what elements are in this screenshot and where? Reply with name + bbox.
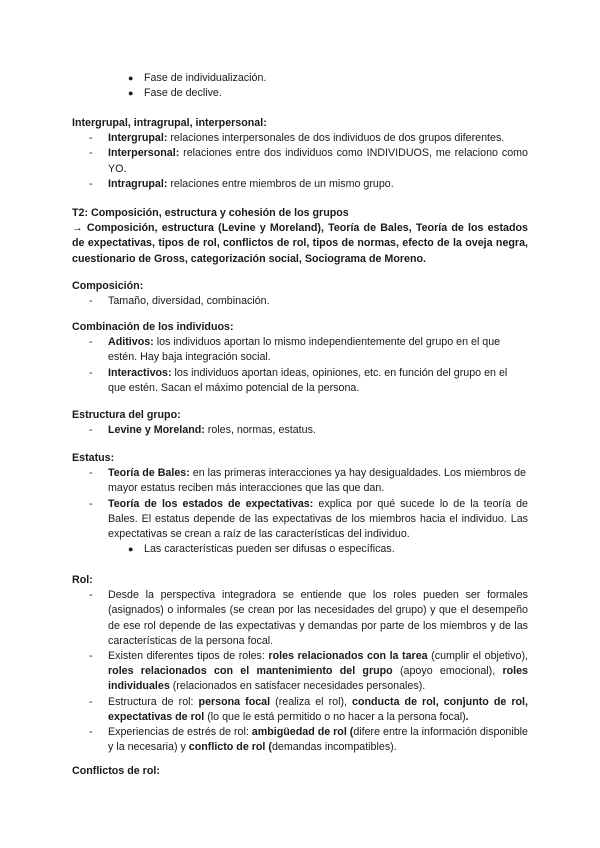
- dash-marker: -: [89, 695, 93, 708]
- dash-marker: -: [89, 424, 93, 437]
- dash-marker: -: [89, 497, 93, 510]
- dash-marker: -: [89, 132, 93, 145]
- dash-marker: -: [89, 726, 93, 739]
- section-rol: [72, 573, 528, 755]
- list-item: - Teoría de Bales: en las primeras interacciones ya hay desigualdades. Los miembros de mayor estatus reciben más interacciones que las que dan.: [89, 467, 527, 495]
- dash-marker: -: [89, 650, 93, 663]
- section-combinacion: [72, 320, 528, 396]
- dash-marker: -: [89, 295, 93, 308]
- section-heading: Estructura del grupo:: [72, 409, 181, 421]
- topic-title: T2: Composición, estructura y cohesión de los grupos: [72, 207, 349, 219]
- section-t2: [72, 206, 528, 267]
- list-item: ● Fase de declive.: [72, 86, 528, 101]
- list-item: ● Las características pueden ser difusas o específicas.: [72, 542, 528, 557]
- list-item: - Tamaño, diversidad, combinación.: [72, 294, 528, 309]
- bullet-dot-icon: ●: [128, 73, 134, 83]
- section-heading: Combinación de los individuos:: [72, 321, 234, 333]
- section-heading: Rol:: [72, 574, 93, 586]
- section-heading: Conflictos de rol:: [72, 765, 160, 777]
- list-item: ● Fase de individualización.: [72, 71, 528, 86]
- bullet-dot-icon: ●: [128, 88, 134, 99]
- section-heading: Estatus:: [72, 452, 115, 464]
- list-item: - Intergrupal: relaciones interpersonales de dos individuos de dos grupos diferentes.: [72, 131, 528, 146]
- section-estructura: [72, 408, 528, 438]
- dash-marker: -: [89, 589, 93, 602]
- list-item: - Estructura de rol: persona focal (realiza el rol), conducta de rol, conjunto de rol, expectativas de rol (lo que le está permitido o no hacer a la persona focal).: [89, 695, 528, 723]
- list-item: - Experiencias de estrés de rol: ambigüedad de rol (difere entre la información disponible y la necesaria) y conflicto de rol (demandas incompatibles).: [89, 726, 528, 754]
- section-composicion: [72, 279, 528, 309]
- list-item: - Interactivos: los individuos aportan ideas, opiniones, etc. en función del grupo en el que estén. Sacan el máximo potencial de la persona.: [89, 366, 508, 394]
- list-item: - Existen diferentes tipos de roles: roles relacionados con la tarea (cumplir el objetivo), roles relacionados con el mantenimiento del grupo (apoyo emocional), roles individuales (relacionados en satisfacer necesidades personales).: [89, 650, 528, 693]
- list-item: - Interpersonal: relaciones entre dos individuos como INDIVIDUOS, me relaciono como YO.: [89, 147, 528, 175]
- top-bullet-list: [72, 71, 528, 101]
- list-item: - Aditivos: los individuos aportan lo mismo independientemente del grupo en el que estén. Hay baja integración social.: [89, 336, 501, 364]
- section-heading: Intergrupal, intragrupal, interpersonal:: [72, 117, 267, 129]
- dash-marker: -: [89, 147, 93, 160]
- dash-marker: -: [89, 177, 93, 190]
- dash-marker: -: [89, 467, 93, 480]
- section-conflictos: [72, 764, 528, 779]
- section-estatus: [72, 451, 528, 557]
- section-heading: Composición:: [72, 280, 144, 292]
- dash-marker: -: [89, 336, 93, 349]
- bullet-dot-icon: ●: [128, 544, 134, 555]
- list-item: - Intragrupal: relaciones entre miembros de un mismo grupo.: [72, 177, 528, 192]
- topic-summary: → Composición, estructura (Levine y Moreland), Teoría de Bales, Teoría de los estados de expectativas, tipos de rol, conflictos de rol, tipos de normas, efecto de la oveja negra, cuestionario de Gross, categorización social, Sociograma de Moreno.: [72, 222, 528, 265]
- dash-marker: -: [89, 366, 93, 379]
- section-grupos: [72, 116, 528, 192]
- list-item: - Levine y Moreland: roles, normas, estatus.: [72, 423, 528, 438]
- list-item: - Teoría de los estados de expectativas: explica por qué sucede lo de la teoría de Bales. El estatus depende de las expectativas de los miembros hacia el individuo. Las expectativas se crean a raíz de las características del individuo.: [89, 497, 528, 541]
- list-item: - Desde la perspectiva integradora se entiende que los roles pueden ser formales (asignados) o informales (se crean por las necesidades del grupo) y que el desempeño de ese rol depende de las expectativas y demandas por parte de los miembros y de las características de la persona focal.: [89, 589, 528, 647]
